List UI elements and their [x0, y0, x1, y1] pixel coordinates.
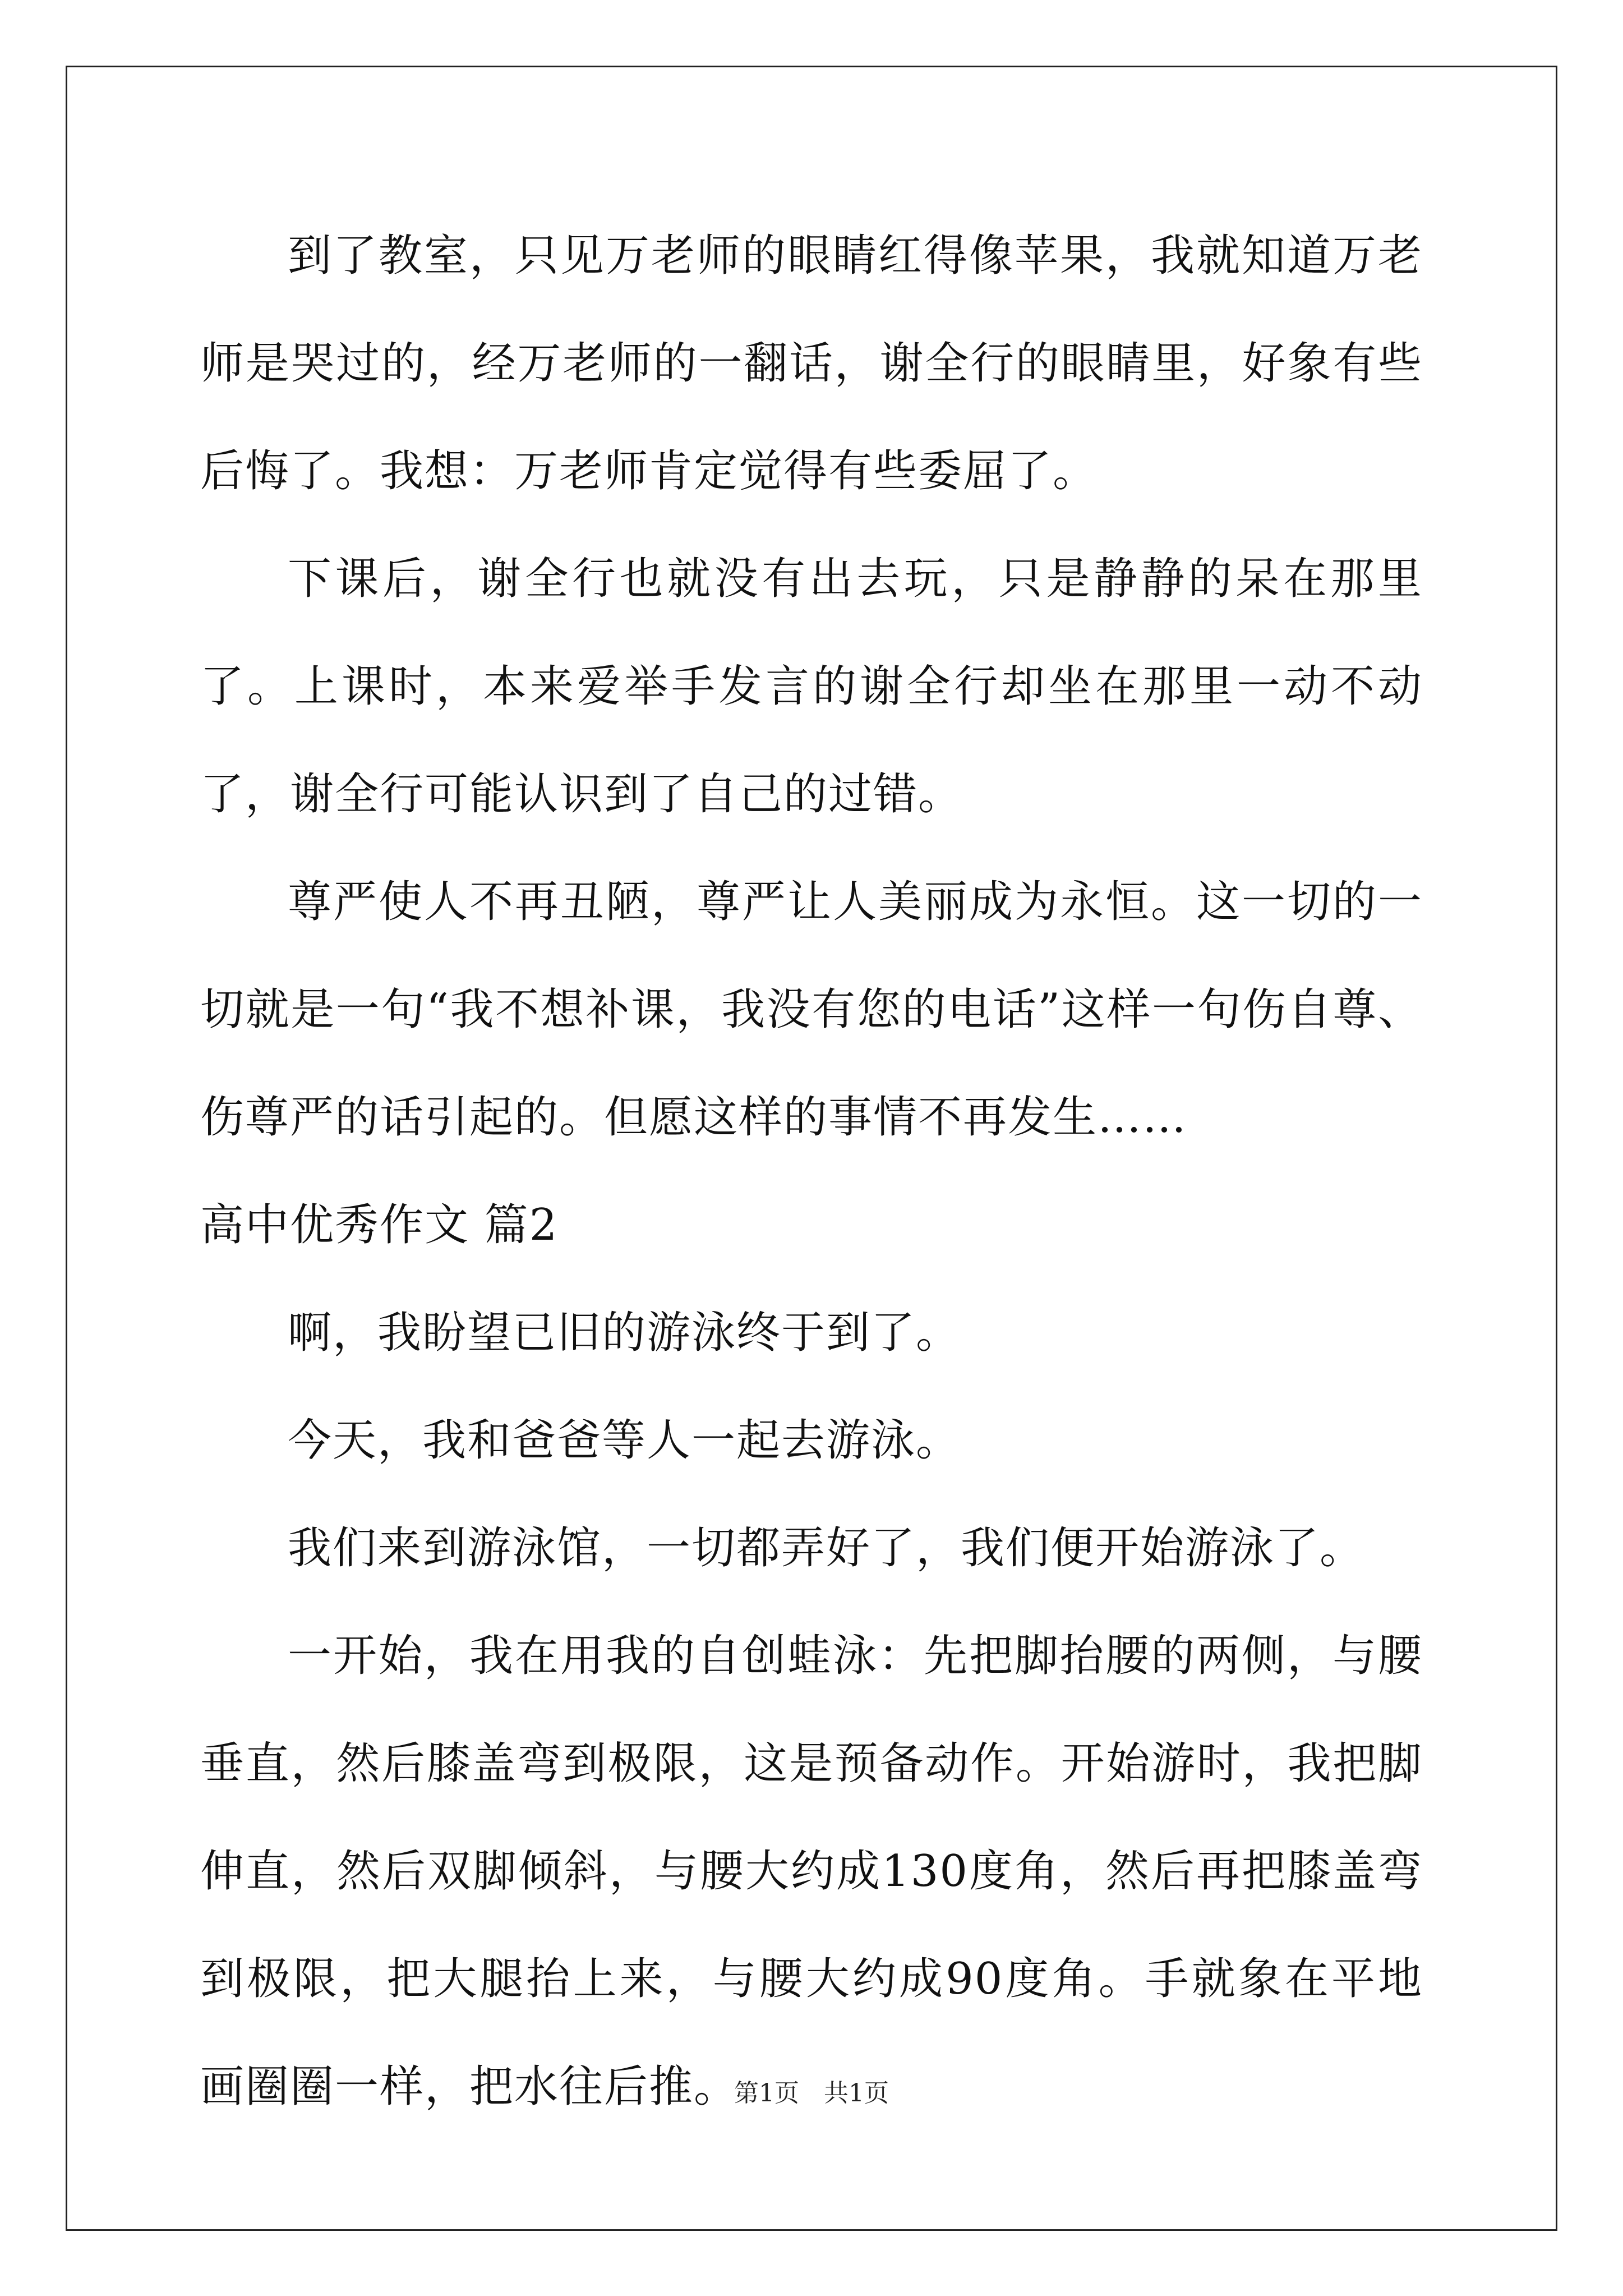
- page-number-total: 共1页: [824, 2079, 889, 2108]
- paragraph: 啊，我盼望已旧的游泳终于到了。: [288, 1308, 961, 1358]
- paragraph: 下课后，谢全行也就没有出去玩，只是静静的呆在那里了。上课时，本来爱举手发言的谢全行却坐在那里一动不动了，谢全行可能认识到了自己的过错。: [200, 554, 1423, 820]
- paragraph: 我们来到游泳馆，一切都弄好了，我们便开始游泳了。: [288, 1523, 1365, 1573]
- paragraph: 今天，我和爸爸等人一起去游泳。: [288, 1415, 961, 1466]
- page-footer: [0, 2073, 1623, 2109]
- document-body: [200, 202, 1423, 2141]
- paragraph: 一开始，我在用我的自创蛙泳：先把脚抬腰的两侧，与腰垂直，然后膝盖弯到极限，这是预备动作。开始游时，我把脚伸直，然后双脚倾斜，与腰大约成130度角，然后再把膝盖弯到极限，把大腿抬上来，与腰大约成90度角。手就象在平地画圈圈一样，把水往后推。: [200, 1631, 1423, 2112]
- section-heading: 高中优秀作文 篇2: [200, 1200, 559, 1250]
- page-number-current: 第1页: [734, 2079, 799, 2108]
- paragraph: 到了教室，只见万老师的眼睛红得像苹果，我就知道万老师是哭过的，经万老师的一翻话，谢全行的眼睛里，好象有些后悔了。我想：万老师肯定觉得有些委屈了。: [200, 231, 1423, 496]
- paragraph: 尊严使人不再丑陋，尊严让人美丽成为永恒。这一切的一切就是一句“我不想补课，我没有您的电话”这样一句伤自尊、伤尊严的话引起的。但愿这样的事情不再发生……: [200, 877, 1423, 1143]
